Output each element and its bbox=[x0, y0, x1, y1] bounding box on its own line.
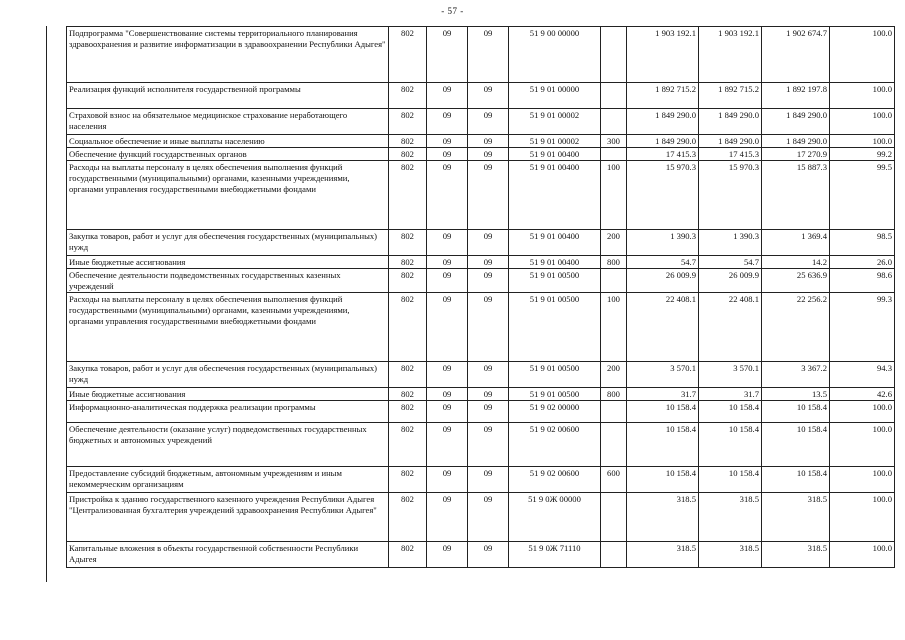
row-grbs: 802 bbox=[389, 230, 427, 256]
row-amount-refined: 1 849 290.0 bbox=[699, 109, 762, 135]
row-subsection: 09 bbox=[468, 83, 509, 109]
row-amount-plan: 26 009.9 bbox=[627, 269, 699, 293]
row-grbs: 802 bbox=[389, 423, 427, 467]
row-amount-executed: 1 902 674.7 bbox=[762, 27, 830, 83]
table-row bbox=[67, 362, 895, 388]
row-grbs: 802 bbox=[389, 161, 427, 230]
table-row bbox=[67, 148, 895, 161]
row-amount-plan: 1 903 192.1 bbox=[627, 27, 699, 83]
table-row bbox=[67, 493, 895, 542]
row-section: 09 bbox=[427, 109, 468, 135]
row-amount-executed: 1 892 197.8 bbox=[762, 83, 830, 109]
row-percent: 98.5 bbox=[830, 230, 895, 256]
row-amount-refined: 10 158.4 bbox=[699, 401, 762, 423]
row-section: 09 bbox=[427, 230, 468, 256]
row-section: 09 bbox=[427, 423, 468, 467]
row-section: 09 bbox=[427, 148, 468, 161]
row-percent: 100.0 bbox=[830, 109, 895, 135]
row-percent: 94.3 bbox=[830, 362, 895, 388]
row-name: Обеспечение деятельности (оказание услуг) подведомственных государственных бюджетных и автономных учреждений bbox=[67, 423, 389, 467]
row-grbs: 802 bbox=[389, 388, 427, 401]
row-amount-refined: 1 390.3 bbox=[699, 230, 762, 256]
row-amount-refined: 1 849 290.0 bbox=[699, 135, 762, 148]
row-expense-type bbox=[601, 423, 627, 467]
row-name: Страховой взнос на обязательное медицинское страхование неработающего населения bbox=[67, 109, 389, 135]
row-amount-refined: 10 158.4 bbox=[699, 467, 762, 493]
row-name: Социальное обеспечение и иные выплаты населению bbox=[67, 135, 389, 148]
row-amount-refined: 22 408.1 bbox=[699, 293, 762, 362]
row-amount-plan: 54.7 bbox=[627, 256, 699, 269]
row-expense-type: 200 bbox=[601, 230, 627, 256]
row-grbs: 802 bbox=[389, 467, 427, 493]
table-row bbox=[67, 423, 895, 467]
row-section: 09 bbox=[427, 161, 468, 230]
table-row bbox=[67, 161, 895, 230]
row-section: 09 bbox=[427, 401, 468, 423]
row-target-article: 51 9 01 00400 bbox=[509, 230, 601, 256]
row-expense-type bbox=[601, 148, 627, 161]
row-amount-executed: 3 367.2 bbox=[762, 362, 830, 388]
row-percent: 98.6 bbox=[830, 269, 895, 293]
row-amount-executed: 17 270.9 bbox=[762, 148, 830, 161]
row-grbs: 802 bbox=[389, 83, 427, 109]
row-target-article: 51 9 01 00002 bbox=[509, 135, 601, 148]
row-target-article: 51 9 00 00000 bbox=[509, 27, 601, 83]
row-expense-type: 100 bbox=[601, 293, 627, 362]
row-section: 09 bbox=[427, 542, 468, 568]
row-expense-type bbox=[601, 542, 627, 568]
row-percent: 100.0 bbox=[830, 135, 895, 148]
row-section: 09 bbox=[427, 362, 468, 388]
row-percent: 100.0 bbox=[830, 467, 895, 493]
page-number: - 57 - bbox=[441, 6, 464, 16]
row-percent: 26.0 bbox=[830, 256, 895, 269]
row-subsection: 09 bbox=[468, 467, 509, 493]
row-percent: 99.3 bbox=[830, 293, 895, 362]
row-amount-executed: 25 636.9 bbox=[762, 269, 830, 293]
table-row bbox=[67, 401, 895, 423]
row-section: 09 bbox=[427, 135, 468, 148]
row-expense-type: 600 bbox=[601, 467, 627, 493]
budget-table bbox=[66, 26, 895, 568]
table-row bbox=[67, 542, 895, 568]
row-section: 09 bbox=[427, 293, 468, 362]
row-amount-plan: 1 849 290.0 bbox=[627, 109, 699, 135]
row-section: 09 bbox=[427, 83, 468, 109]
row-section: 09 bbox=[427, 493, 468, 542]
row-grbs: 802 bbox=[389, 135, 427, 148]
row-percent: 100.0 bbox=[830, 423, 895, 467]
row-expense-type bbox=[601, 269, 627, 293]
row-expense-type: 800 bbox=[601, 388, 627, 401]
row-target-article: 51 9 01 00500 bbox=[509, 293, 601, 362]
row-grbs: 802 bbox=[389, 148, 427, 161]
table-row bbox=[67, 293, 895, 362]
margin-rule bbox=[46, 26, 47, 582]
row-amount-executed: 1 849 290.0 bbox=[762, 135, 830, 148]
row-amount-plan: 17 415.3 bbox=[627, 148, 699, 161]
row-name: Информационно-аналитическая поддержка реализации программы bbox=[67, 401, 389, 423]
row-amount-executed: 15 887.3 bbox=[762, 161, 830, 230]
row-target-article: 51 9 0Ж 00000 bbox=[509, 493, 601, 542]
row-expense-type bbox=[601, 401, 627, 423]
row-name: Обеспечение деятельности подведомственных государственных казенных учреждений bbox=[67, 269, 389, 293]
row-amount-executed: 318.5 bbox=[762, 542, 830, 568]
row-target-article: 51 9 01 00400 bbox=[509, 161, 601, 230]
row-amount-executed: 22 256.2 bbox=[762, 293, 830, 362]
row-amount-executed: 318.5 bbox=[762, 493, 830, 542]
row-name: Пристройка к зданию государственного казенного учреждения Республики Адыгея "Централизованная бухгалтерия учреждений здравоохранения Республики Адыгея" bbox=[67, 493, 389, 542]
table-row bbox=[67, 269, 895, 293]
table-row bbox=[67, 256, 895, 269]
row-subsection: 09 bbox=[468, 493, 509, 542]
row-grbs: 802 bbox=[389, 362, 427, 388]
row-percent: 100.0 bbox=[830, 542, 895, 568]
row-target-article: 51 9 01 00400 bbox=[509, 148, 601, 161]
row-target-article: 51 9 02 00600 bbox=[509, 467, 601, 493]
row-grbs: 802 bbox=[389, 256, 427, 269]
row-amount-plan: 10 158.4 bbox=[627, 401, 699, 423]
row-amount-refined: 1 903 192.1 bbox=[699, 27, 762, 83]
row-expense-type bbox=[601, 493, 627, 542]
row-percent: 42.6 bbox=[830, 388, 895, 401]
table-row bbox=[67, 135, 895, 148]
row-percent: 99.2 bbox=[830, 148, 895, 161]
row-target-article: 51 9 01 00500 bbox=[509, 362, 601, 388]
row-subsection: 09 bbox=[468, 362, 509, 388]
row-expense-type bbox=[601, 109, 627, 135]
row-subsection: 09 bbox=[468, 269, 509, 293]
row-grbs: 802 bbox=[389, 109, 427, 135]
row-name: Расходы на выплаты персоналу в целях обеспечения выполнения функций государственными (муниципальными) органами, казенными учреждениями, органами управления государственными внебюджетными фондами bbox=[67, 161, 389, 230]
row-section: 09 bbox=[427, 27, 468, 83]
row-subsection: 09 bbox=[468, 401, 509, 423]
row-amount-plan: 318.5 bbox=[627, 542, 699, 568]
row-subsection: 09 bbox=[468, 109, 509, 135]
row-name: Капитальные вложения в объекты государственной собственности Республики Адыгея bbox=[67, 542, 389, 568]
row-grbs: 802 bbox=[389, 269, 427, 293]
row-name: Иные бюджетные ассигнования bbox=[67, 388, 389, 401]
row-subsection: 09 bbox=[468, 542, 509, 568]
row-expense-type bbox=[601, 83, 627, 109]
row-amount-refined: 3 570.1 bbox=[699, 362, 762, 388]
row-name: Обеспечение функций государственных органов bbox=[67, 148, 389, 161]
row-amount-executed: 1 369.4 bbox=[762, 230, 830, 256]
table-row bbox=[67, 27, 895, 83]
row-target-article: 51 9 02 00600 bbox=[509, 423, 601, 467]
row-section: 09 bbox=[427, 388, 468, 401]
row-target-article: 51 9 01 00002 bbox=[509, 109, 601, 135]
table-row bbox=[67, 83, 895, 109]
row-amount-refined: 26 009.9 bbox=[699, 269, 762, 293]
row-subsection: 09 bbox=[468, 148, 509, 161]
row-amount-refined: 54.7 bbox=[699, 256, 762, 269]
row-amount-executed: 13.5 bbox=[762, 388, 830, 401]
table-row bbox=[67, 230, 895, 256]
row-target-article: 51 9 01 00500 bbox=[509, 388, 601, 401]
table-row bbox=[67, 388, 895, 401]
row-expense-type: 200 bbox=[601, 362, 627, 388]
row-amount-executed: 10 158.4 bbox=[762, 401, 830, 423]
row-grbs: 802 bbox=[389, 542, 427, 568]
row-section: 09 bbox=[427, 467, 468, 493]
row-amount-executed: 1 849 290.0 bbox=[762, 109, 830, 135]
row-name: Закупка товаров, работ и услуг для обеспечения государственных (муниципальных) нужд bbox=[67, 362, 389, 388]
row-expense-type bbox=[601, 27, 627, 83]
row-percent: 100.0 bbox=[830, 27, 895, 83]
row-amount-executed: 14.2 bbox=[762, 256, 830, 269]
row-amount-plan: 15 970.3 bbox=[627, 161, 699, 230]
row-subsection: 09 bbox=[468, 256, 509, 269]
row-subsection: 09 bbox=[468, 423, 509, 467]
row-percent: 99.5 bbox=[830, 161, 895, 230]
row-amount-refined: 318.5 bbox=[699, 542, 762, 568]
row-target-article: 51 9 01 00000 bbox=[509, 83, 601, 109]
row-target-article: 51 9 0Ж 71110 bbox=[509, 542, 601, 568]
row-grbs: 802 bbox=[389, 493, 427, 542]
row-name: Подпрограмма "Совершенствование системы территориального планирования здравоохранения и развитие информатизации в здравоохранении Республики Адыгея" bbox=[67, 27, 389, 83]
row-target-article: 51 9 01 00500 bbox=[509, 269, 601, 293]
row-amount-plan: 10 158.4 bbox=[627, 423, 699, 467]
row-amount-plan: 31.7 bbox=[627, 388, 699, 401]
row-subsection: 09 bbox=[468, 161, 509, 230]
row-target-article: 51 9 02 00000 bbox=[509, 401, 601, 423]
row-amount-plan: 3 570.1 bbox=[627, 362, 699, 388]
row-name: Закупка товаров, работ и услуг для обеспечения государственных (муниципальных) нужд bbox=[67, 230, 389, 256]
row-subsection: 09 bbox=[468, 388, 509, 401]
row-section: 09 bbox=[427, 269, 468, 293]
row-percent: 100.0 bbox=[830, 83, 895, 109]
row-subsection: 09 bbox=[468, 230, 509, 256]
row-amount-refined: 10 158.4 bbox=[699, 423, 762, 467]
row-amount-plan: 10 158.4 bbox=[627, 467, 699, 493]
row-grbs: 802 bbox=[389, 27, 427, 83]
table-body bbox=[67, 27, 895, 568]
row-amount-refined: 1 892 715.2 bbox=[699, 83, 762, 109]
row-section: 09 bbox=[427, 256, 468, 269]
row-amount-refined: 31.7 bbox=[699, 388, 762, 401]
row-amount-plan: 318.5 bbox=[627, 493, 699, 542]
row-amount-plan: 1 849 290.0 bbox=[627, 135, 699, 148]
row-subsection: 09 bbox=[468, 293, 509, 362]
row-amount-executed: 10 158.4 bbox=[762, 467, 830, 493]
row-amount-plan: 1 390.3 bbox=[627, 230, 699, 256]
row-amount-executed: 10 158.4 bbox=[762, 423, 830, 467]
row-expense-type: 300 bbox=[601, 135, 627, 148]
row-name: Реализация функций исполнителя государственной программы bbox=[67, 83, 389, 109]
row-name: Предоставление субсидий бюджетным, автономным учреждениям и иным некоммерческим организациям bbox=[67, 467, 389, 493]
row-amount-refined: 15 970.3 bbox=[699, 161, 762, 230]
row-amount-refined: 318.5 bbox=[699, 493, 762, 542]
row-amount-plan: 1 892 715.2 bbox=[627, 83, 699, 109]
row-grbs: 802 bbox=[389, 401, 427, 423]
row-subsection: 09 bbox=[468, 27, 509, 83]
row-amount-refined: 17 415.3 bbox=[699, 148, 762, 161]
row-name: Расходы на выплаты персоналу в целях обеспечения выполнения функций государственными (муниципальными) органами, казенными учреждениями, органами управления государственными внебюджетными фондами bbox=[67, 293, 389, 362]
row-percent: 100.0 bbox=[830, 493, 895, 542]
row-expense-type: 800 bbox=[601, 256, 627, 269]
row-target-article: 51 9 01 00400 bbox=[509, 256, 601, 269]
row-subsection: 09 bbox=[468, 135, 509, 148]
table-row bbox=[67, 467, 895, 493]
row-expense-type: 100 bbox=[601, 161, 627, 230]
row-amount-plan: 22 408.1 bbox=[627, 293, 699, 362]
row-grbs: 802 bbox=[389, 293, 427, 362]
row-name: Иные бюджетные ассигнования bbox=[67, 256, 389, 269]
row-percent: 100.0 bbox=[830, 401, 895, 423]
table-row bbox=[67, 109, 895, 135]
